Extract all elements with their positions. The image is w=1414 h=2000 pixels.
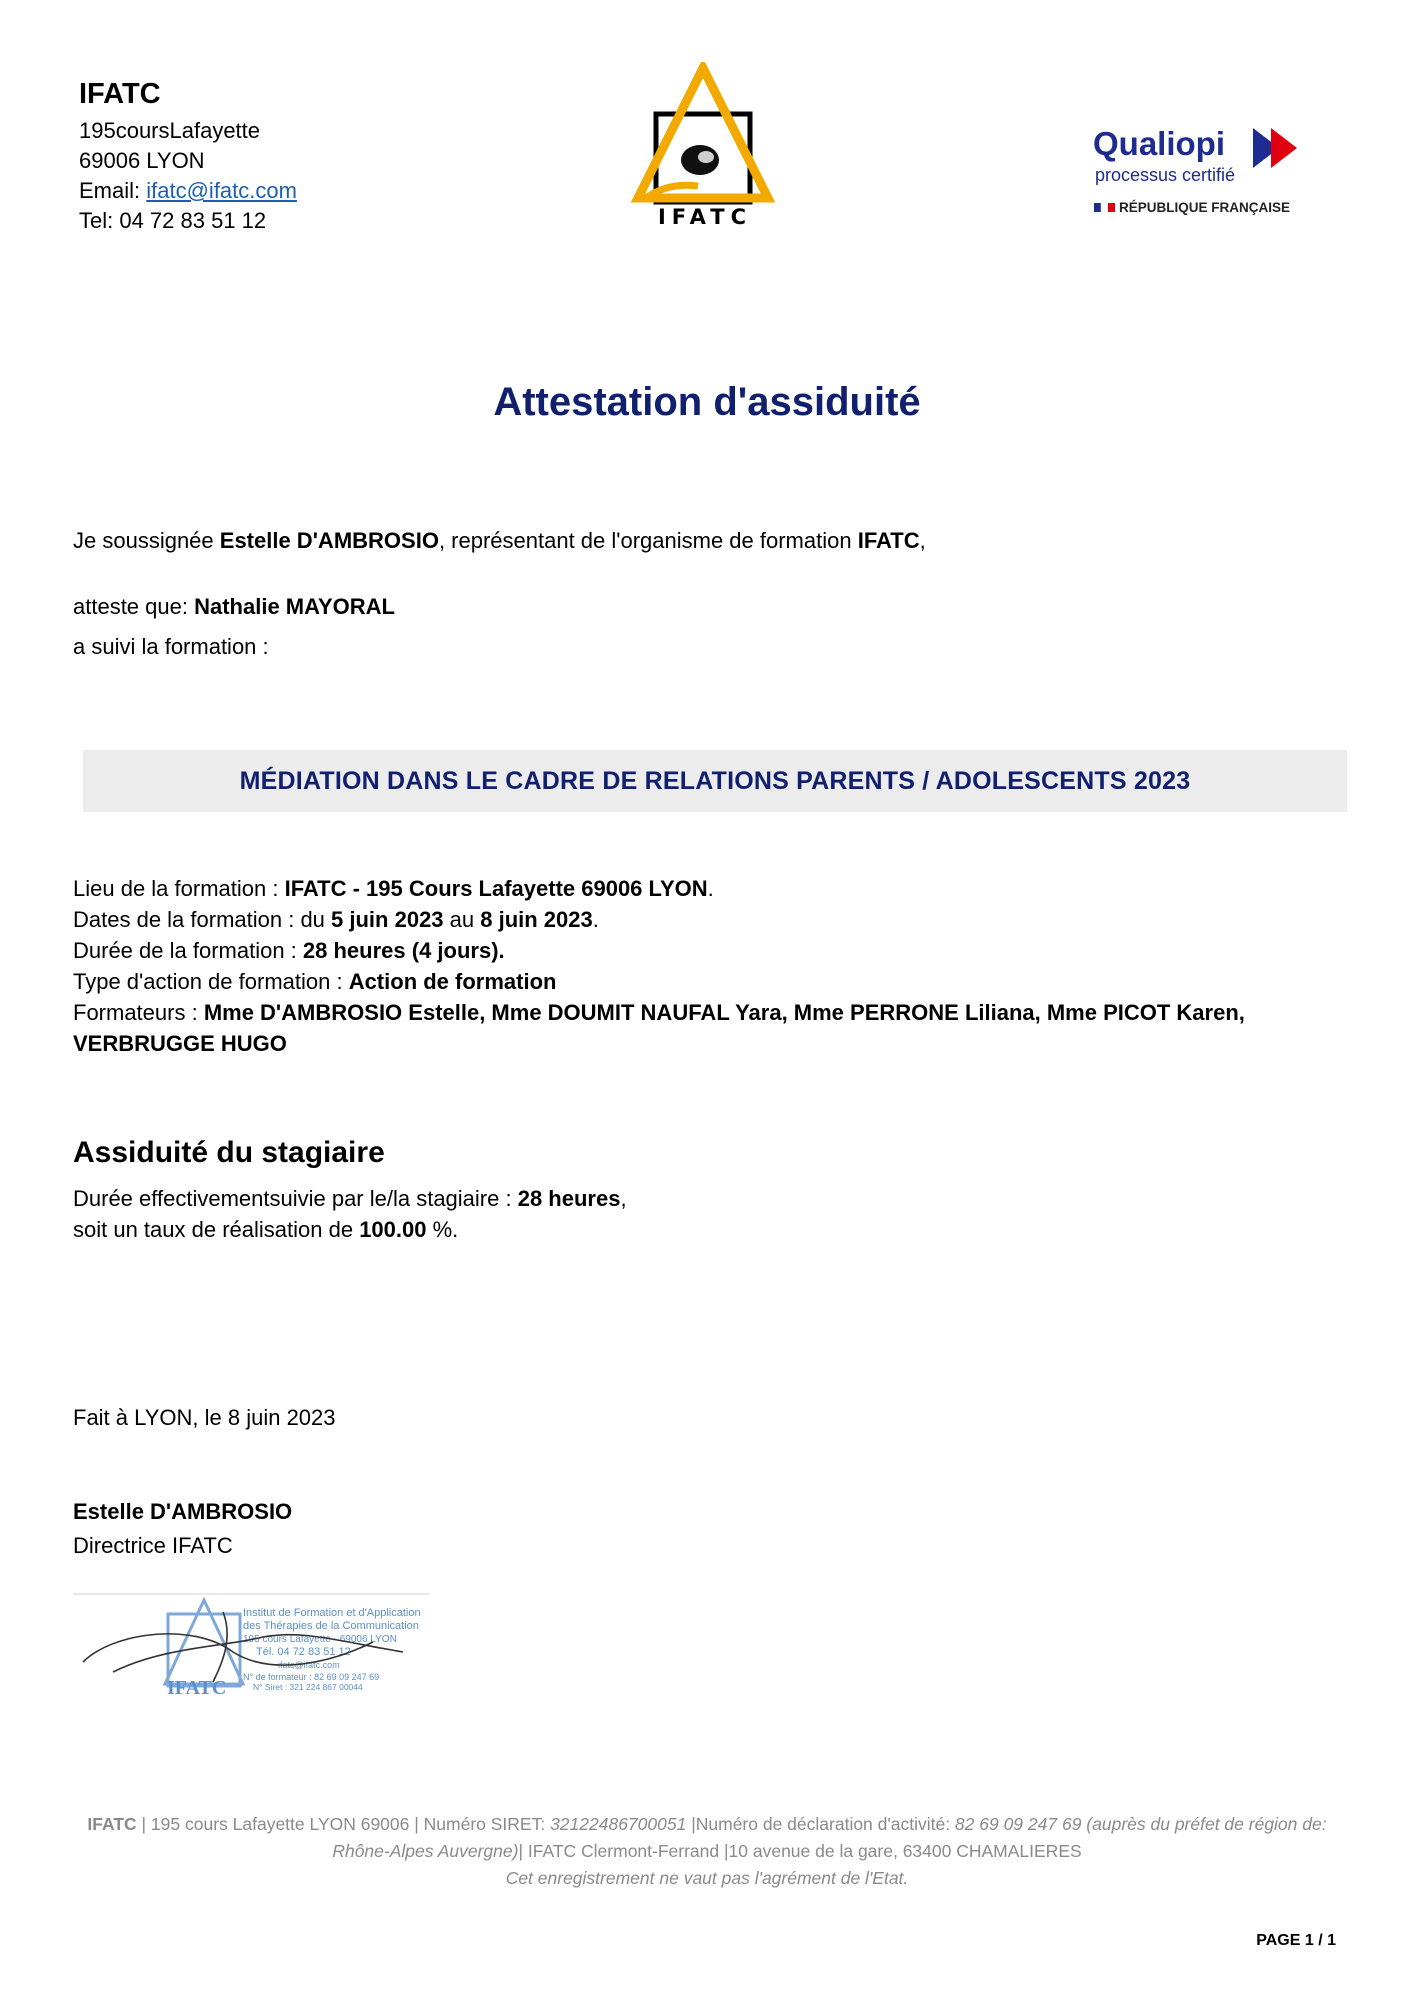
ifatc-logo (628, 62, 778, 232)
footer-nda: 82 69 09 247 69 (auprès du préfet de région de: Rhône-Alpes Auvergne) (332, 1814, 1327, 1861)
intro-org: IFATC (857, 528, 920, 553)
qualiopi-logo (1090, 125, 1320, 225)
duree-label: Durée de la formation : (73, 938, 303, 963)
page-number: PAGE 1 / 1 (1256, 1932, 1336, 1949)
footer-part1: | 195 cours Lafayette LYON 69006 | Numéro SIRET: (136, 1814, 551, 1834)
email-line (79, 176, 297, 206)
footer-part2: |Numéro de déclaration d'activité: (686, 1814, 955, 1834)
assiduite-line-1 (73, 1183, 627, 1214)
dates-end: . (592, 907, 599, 932)
stamp-line-2: des Thérapies de la Communication (243, 1620, 419, 1632)
stamp-line-3: 195 cours Lafayette - 69006 LYON (243, 1634, 397, 1645)
intro-paragraph (73, 526, 926, 556)
organisation-info (79, 76, 297, 236)
lieu-end: . (707, 876, 714, 901)
stamp-line-6: N° de formateur : 82 69 09 247 69 (243, 1672, 380, 1682)
republique-francaise: RÉPUBLIQUE FRANÇAISE (1119, 200, 1291, 215)
flag-white (1101, 203, 1108, 212)
attest-prefix: atteste que: (73, 594, 195, 619)
detail-lieu (73, 873, 1363, 904)
place-date: Fait à LYON, le 8 juin 2023 (73, 1405, 336, 1430)
dates-label: Dates de la formation : du (73, 907, 332, 932)
followed-line: a suivi la formation : (73, 634, 269, 659)
email-link[interactable]: ifatc@ifatc.com (146, 178, 297, 203)
duree-suivie-value: 28 heures (517, 1186, 621, 1211)
formateurs-label: Formateurs : (73, 1000, 204, 1025)
taux-label: soit un taux de réalisation de (73, 1217, 360, 1242)
course-title-box (83, 750, 1347, 812)
footer-main (60, 1811, 1354, 1865)
course-title: MÉDIATION DANS LE CADRE DE RELATIONS PARENTS / ADOLESCENTS 2023 (239, 766, 1191, 795)
detail-dates (73, 904, 1363, 935)
formateurs-value: Mme D'AMBROSIO Estelle, Mme DOUMIT NAUFAL Yara, Mme PERRONE Liliana, Mme PICOT Karen, VERBRUGGE HUGO (73, 1000, 1245, 1056)
qualiopi-arrow-red (1271, 128, 1297, 168)
detail-duree (73, 935, 1363, 966)
footer-siret: 32122486700051 (550, 1814, 687, 1834)
intro-prefix: Je soussignée (73, 528, 220, 553)
assiduite-line-2 (73, 1214, 627, 1245)
email-label: Email: (79, 178, 147, 203)
duree-value: 28 heures (4 jours). (302, 938, 505, 963)
footer-notice (60, 1865, 1354, 1892)
stamp-line-5: ifatc@ifatc.com (278, 1660, 340, 1670)
flag-red (1108, 203, 1115, 212)
signer-name: Estelle D'AMBROSIO (219, 528, 439, 553)
type-value: Action de formation (348, 969, 557, 994)
detail-type (73, 966, 1363, 997)
page-title: Attestation d'assiduité (493, 380, 921, 424)
taux-end: %. (426, 1217, 459, 1242)
org-name: IFATC (79, 78, 161, 110)
lieu-label: Lieu de la formation : (73, 876, 285, 901)
intro-suffix: , (919, 528, 926, 553)
detail-formateurs (73, 997, 1363, 1059)
trainee-name: Nathalie MAYORAL (194, 594, 395, 619)
qualiopi-brand: Qualiopi (1093, 125, 1225, 162)
qualiopi-tagline: processus certifié (1095, 165, 1236, 185)
stamp-line-1: Institut de Formation et d'Application (243, 1607, 421, 1619)
stamp-line-7: N° Siret : 321 224 867 00044 (253, 1682, 363, 1692)
phone-line: Tel: 04 72 83 51 12 (79, 208, 267, 233)
date-start: 5 juin 2023 (331, 907, 444, 932)
assiduite-details (73, 1183, 627, 1245)
footer-part3: | IFATC Clermont-Ferrand |10 avenue de la gare, 63400 CHAMALIERES (518, 1841, 1082, 1861)
footer-org: IFATC (87, 1814, 137, 1834)
closing-signer-name: Estelle D'AMBROSIO (73, 1499, 293, 1524)
type-label: Type d'action de formation : (73, 969, 349, 994)
stamp-brand: IFATC (167, 1677, 227, 1698)
taux-value: 100.00 (359, 1217, 427, 1242)
training-details (73, 873, 1363, 1059)
intro-middle: , représentant de l'organisme de formation (438, 528, 858, 553)
address-line-1: 195coursLafayette (79, 118, 261, 143)
attest-line (73, 592, 395, 622)
logo-eye-highlight (698, 151, 714, 163)
signature-stamp (73, 1592, 430, 1698)
assiduite-heading: Assiduité du stagiaire (73, 1136, 385, 1169)
footer-notice-text: Cet enregistrement ne vaut pas l'agrément de l'Etat. (505, 1868, 909, 1888)
flag-blue (1094, 203, 1101, 212)
logo-text: IFATC (657, 205, 753, 229)
dates-mid: au (443, 907, 481, 932)
duree-suivie-label: Durée effectivementsuivie par le/la stagiaire : (73, 1186, 518, 1211)
closing-signer-role: Directrice IFATC (73, 1533, 233, 1558)
lieu-value: IFATC - 195 Cours Lafayette 69006 LYON (284, 876, 708, 901)
stamp-line-4: Tél. 04 72 83 51 12 (256, 1646, 351, 1658)
date-end: 8 juin 2023 (480, 907, 593, 932)
address-line-2: 69006 LYON (79, 148, 205, 173)
footer (60, 1811, 1354, 1892)
duree-suivie-end: , (620, 1186, 627, 1211)
